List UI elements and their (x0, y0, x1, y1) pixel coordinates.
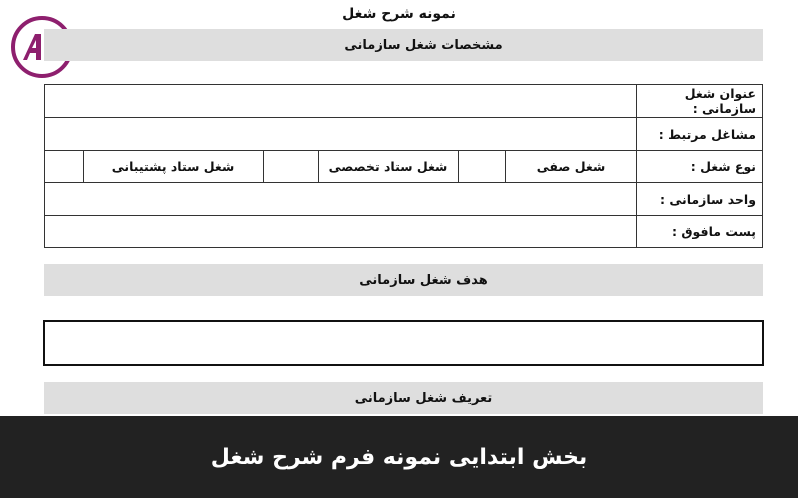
row-org-unit (45, 183, 762, 216)
option-support-staff-job: شغل ستاد پشتیبانی (111, 159, 235, 174)
section-org-specs-label: مشخصات شغل سازمانی (344, 37, 503, 53)
label-org-unit: واحد سازمانی : (636, 183, 762, 215)
label-job-type: نوع شغل : (636, 151, 762, 182)
label-superior-post: پست مافوق : (636, 216, 762, 247)
job-info-table (44, 84, 763, 248)
row-org-job-title (45, 85, 762, 118)
job-goal-field (43, 320, 764, 366)
label-related-jobs: مشاغل مرتبط : (636, 118, 762, 150)
caption-bar (0, 416, 798, 498)
caption-text: بخش ابتدایی نمونه فرم شرح شغل (210, 444, 588, 470)
row-related-jobs (45, 118, 762, 151)
row-superior-post (45, 216, 762, 247)
option-specialist-staff-job: شغل ستاد تخصصی (328, 159, 448, 174)
document-title: نمونه شرح شغل (342, 6, 456, 22)
section-org-specs (44, 29, 763, 61)
section-job-goal-label: هدف شغل سازمانی (359, 272, 488, 288)
section-job-goal (44, 264, 763, 296)
label-org-job-title: عنوان شغل سازمانی : (636, 85, 762, 117)
section-job-definition-label: تعریف شغل سازمانی (354, 390, 493, 406)
section-job-definition (44, 382, 763, 414)
row-job-type (45, 151, 762, 183)
option-line-job: شغل صفی (536, 159, 606, 174)
